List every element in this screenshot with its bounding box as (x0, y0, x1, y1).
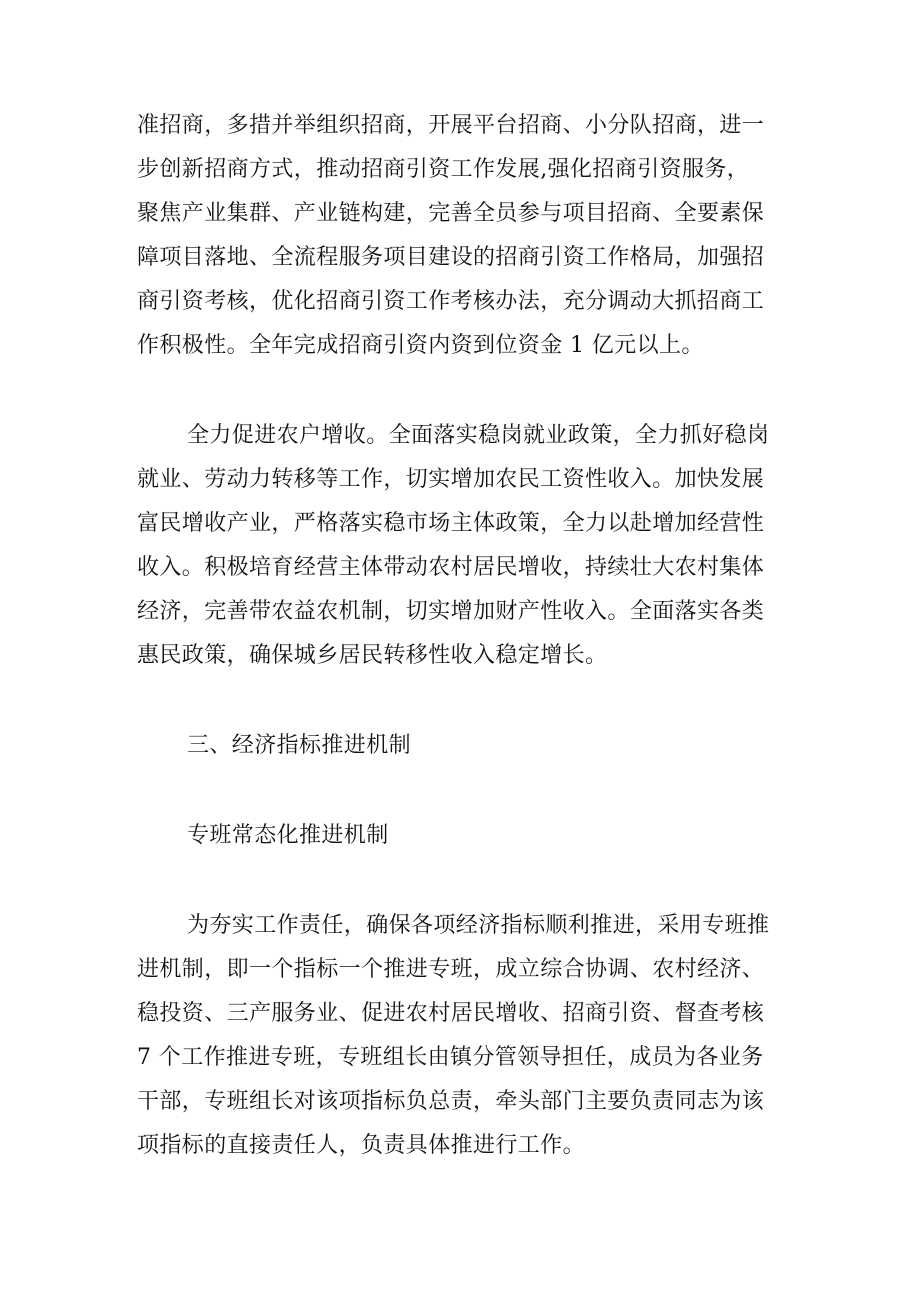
paragraph-spacer (137, 768, 787, 814)
text-line: 富民增收产业，严格落实稳市场主体政策，全力以赴增加经营性 (137, 511, 765, 536)
text-line: 干部，专班组长对该项指标负总责，牵头部门主要负责同志为该 (137, 1089, 765, 1114)
section-heading (137, 724, 787, 768)
document-page (137, 104, 787, 1168)
text-line: 聚焦产业集群、产业链构建，完善全员参与项目招商、全要素保 (137, 201, 765, 226)
paragraph-task-force-mechanism (137, 904, 787, 1168)
text-line: 为夯实工作责任，确保各项经济指标顺利推进，采用专班推 (187, 913, 770, 938)
paragraph-spacer (137, 858, 787, 904)
text-line: 惠民政策，确保城乡居民转移性收入稳定增长。 (137, 643, 608, 668)
paragraph-farmer-income (137, 414, 787, 678)
text-line: 障项目落地、全流程服务项目建设的招商引资工作格局，加强招 (137, 245, 765, 270)
text-line: 作积极性。全年完成招商引资内资到位资金 1 亿元以上。 (137, 333, 704, 358)
subsection-heading-text: 专班常态化推进机制 (187, 823, 389, 848)
text-line: 步创新招商方式，推动招商引资工作发展,强化招商引资服务， (137, 157, 750, 182)
paragraph-spacer (137, 368, 787, 414)
text-line: 稳投资、三产服务业、促进农村居民增收、招商引资、督查考核 (137, 1001, 765, 1026)
text-line: 准招商，多措并举组织招商，开展平台招商、小分队招商，进一 (137, 113, 765, 138)
text-line: 7 个工作推进专班，专班组长由镇分管领导担任，成员为各业务 (137, 1045, 764, 1070)
paragraph-spacer (137, 678, 787, 724)
text-line: 收入。积极培育经营主体带动农村居民增收，持续壮大农村集体 (137, 555, 765, 580)
paragraph-investment-promotion (137, 104, 787, 368)
text-line: 经济，完善带农益农机制，切实增加财产性收入。全面落实各类 (137, 599, 765, 624)
text-line: 进机制，即一个指标一个推进专班，成立综合协调、农村经济、 (137, 957, 765, 982)
section-heading-text: 三、经济指标推进机制 (187, 733, 412, 758)
text-line: 就业、劳动力转移等工作，切实增加农民工资性收入。加快发展 (137, 467, 765, 492)
text-line: 项指标的直接责任人，负责具体推进行工作。 (137, 1133, 586, 1158)
text-line: 全力促进农户增收。全面落实稳岗就业政策，全力抓好稳岗 (187, 423, 770, 448)
text-line: 商引资考核，优化招商引资工作考核办法，充分调动大抓招商工 (137, 289, 765, 314)
subsection-heading (137, 814, 787, 858)
